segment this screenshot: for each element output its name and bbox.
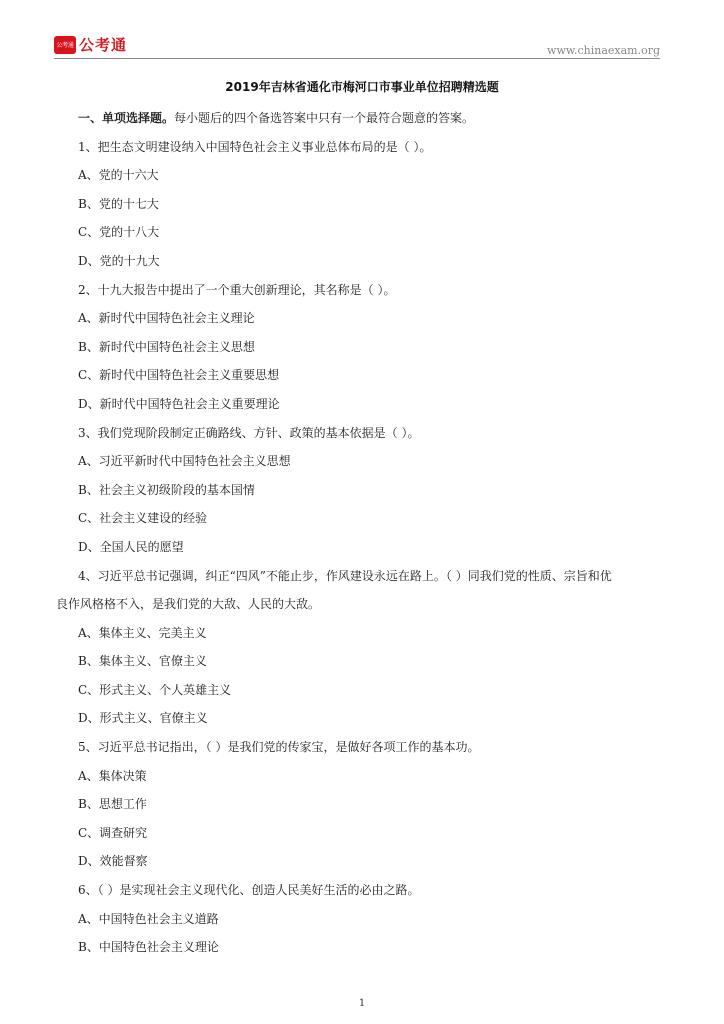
question-3-stem: 3、我们党现阶段制定正确路线、方针、政策的基本依据是（ ）。 — [78, 425, 420, 440]
question-3-option-b: B、社会主义初级阶段的基本国情 — [78, 482, 255, 497]
question-4-stem-line-2: 良作风格格不入，是我们党的大敌、人民的大敌。 — [56, 597, 321, 612]
question-1-option-d: D、党的十九大 — [78, 253, 160, 268]
logo-badge-icon: 公考通 — [54, 36, 76, 54]
question-5-option-b: B、思想工作 — [78, 797, 147, 812]
question-3-option-c: C、社会主义建设的经验 — [78, 511, 208, 526]
question-5-stem: 5、习近平总书记指出，（ ）是我们党的传家宝，是做好各项工作的基本功。 — [78, 740, 480, 755]
page-header — [0, 0, 724, 60]
document-body — [56, 104, 668, 962]
question-5-option-c: C、调查研究 — [78, 825, 148, 840]
question-6-stem: 6、（ ）是实现社会主义现代化、创造人民美好生活的必由之路。 — [78, 883, 420, 898]
brand-logo[interactable] — [54, 34, 127, 55]
question-1-option-c: C、党的十八大 — [78, 225, 160, 240]
question-2-option-a: A、新时代中国特色社会主义理论 — [78, 311, 255, 326]
section-instruction: 每小题后的四个备选答案中只有一个最符合题意的答案。 — [174, 111, 475, 125]
question-5-option-a: A、集体决策 — [78, 768, 147, 783]
document-title: 2019年吉林省通化市梅河口市事业单位招聘精选题 — [225, 80, 499, 94]
question-4-option-d: D、形式主义、官僚主义 — [78, 711, 208, 726]
question-5-option-d: D、效能督察 — [78, 854, 148, 869]
logo-wordmark: 公考通 — [79, 36, 128, 54]
question-2-option-d: D、新时代中国特色社会主义重要理论 — [78, 396, 280, 411]
question-4-stem — [56, 562, 668, 619]
page-number: 1 — [358, 998, 366, 1009]
section-heading — [78, 104, 668, 133]
question-4-option-b: B、集体主义、官僚主义 — [78, 654, 207, 669]
question-2-option-c: C、新时代中国特色社会主义重要思想 — [78, 368, 280, 383]
question-3-option-a: A、习近平新时代中国特色社会主义思想 — [78, 454, 291, 469]
question-4-option-a: A、集体主义、完美主义 — [78, 625, 207, 640]
question-1-option-a: A、党的十六大 — [78, 168, 159, 183]
question-1-stem: 1、把生态文明建设纳入中国特色社会主义事业总体布局的是（ ）。 — [78, 139, 432, 154]
question-4-option-c: C、形式主义、个人英雄主义 — [78, 682, 232, 697]
question-1-option-b: B、党的十七大 — [78, 196, 159, 211]
section-heading-label: 一、单项选择题。 — [78, 111, 175, 125]
header-divider — [54, 58, 660, 59]
question-6-option-b: B、中国特色社会主义理论 — [78, 940, 219, 955]
question-2-stem: 2、十九大报告中提出了一个重大创新理论，其名称是（ ）。 — [78, 282, 396, 297]
question-4-stem-line-1: 4、习近平总书记强调，纠正“四风”不能止步，作风建设永远在路上。（ ）同我们党的性质、宗旨和优 — [78, 568, 612, 583]
question-6-option-a: A、中国特色社会主义道路 — [78, 911, 219, 926]
site-url[interactable]: www.chinaexam.org — [547, 44, 660, 57]
question-2-option-b: B、新时代中国特色社会主义思想 — [78, 339, 255, 354]
question-3-option-d: D、全国人民的愿望 — [78, 539, 184, 554]
